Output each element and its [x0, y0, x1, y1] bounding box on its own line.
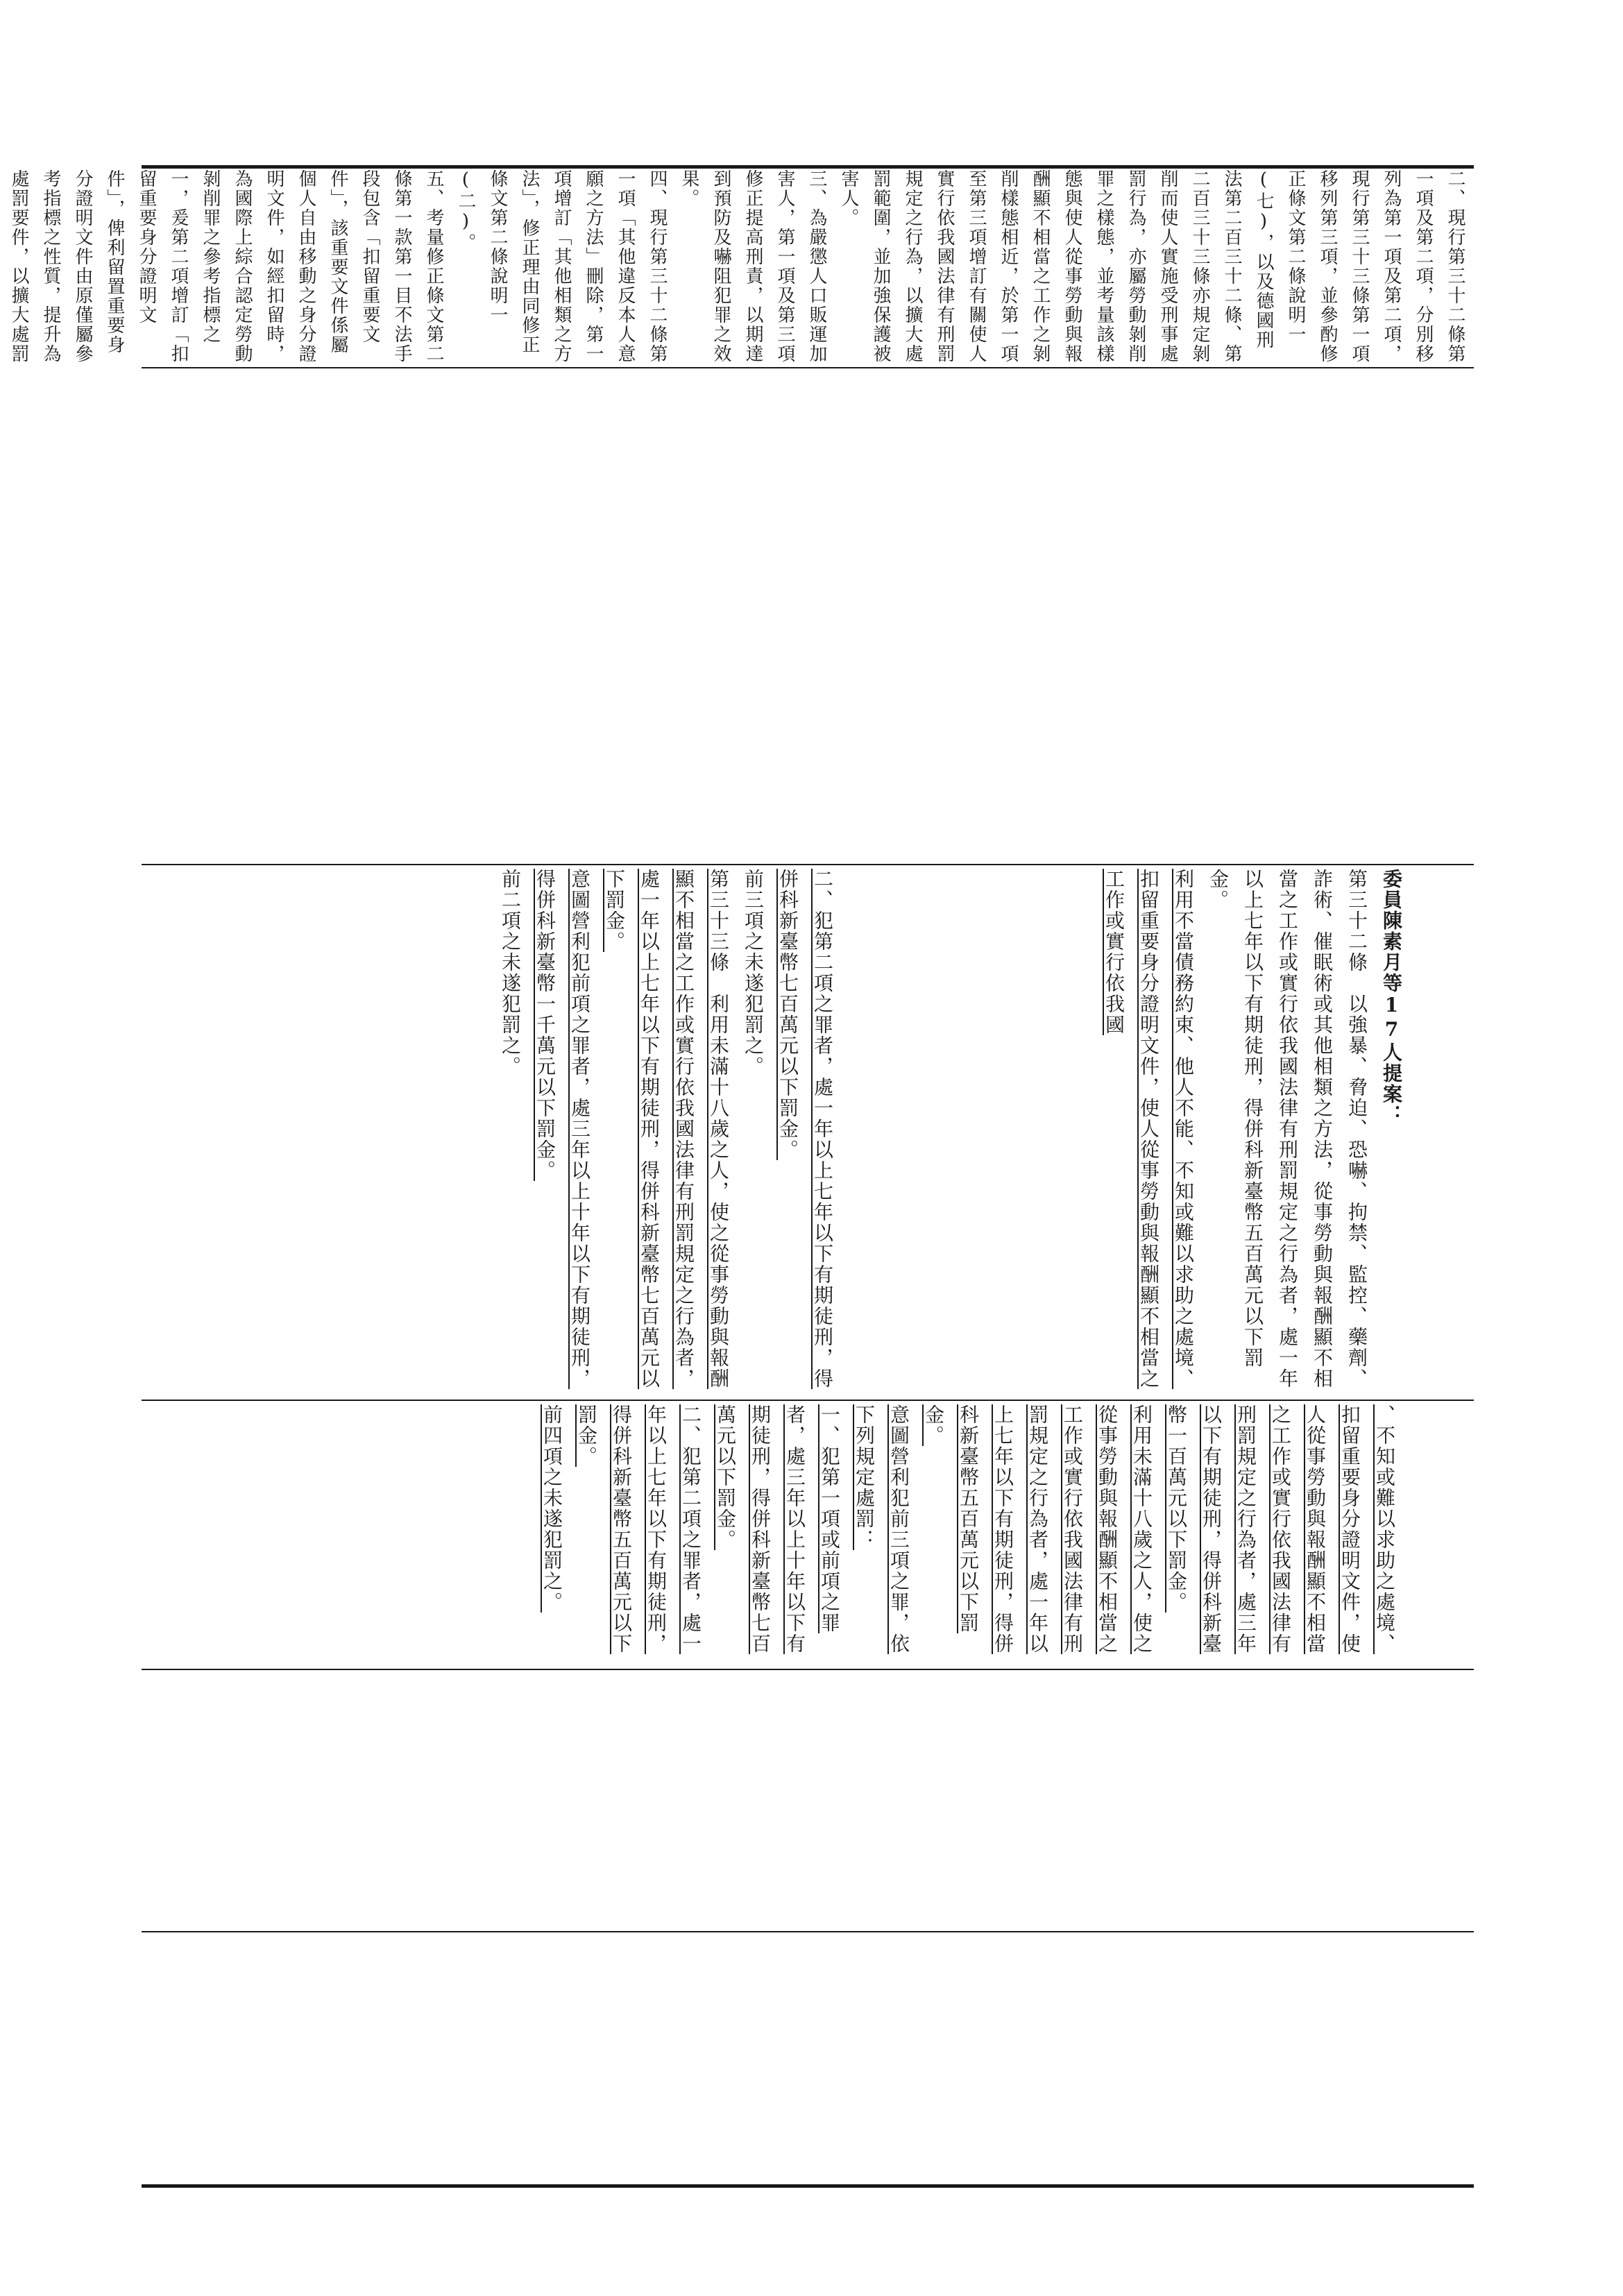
current-article-33-para-2: 意圖營利犯前項之罪者，處三年以上十年以下有期徒刑，得併科新臺幣一千萬元以下罰金。: [534, 869, 591, 1389]
current-text: [368, 869, 840, 1396]
amended-para-4-item-1: 一、犯第一項或前項之罪者，處三年以上十年以下有期徒刑，得併科新臺幣七百萬元以下罰金。: [714, 1404, 841, 1654]
rule-middle-section-bottom: [142, 1400, 1474, 1401]
amended-para-3: 利用未滿十八歲之人，使之從事勞動與報酬顯不相當之工作或實行依我國法律有刑罰規定之行為者，處一年以上七年以下有期徒刑，得併科新臺幣五百萬元以下罰金。: [922, 1404, 1153, 1654]
rule-lower-blank: [142, 1931, 1474, 1932]
note-item-5: 五、考量修正條文第二條第一款第一目不法手段包含「扣留重要文件」，該重要文件係屬個人自由移動之身分證明文件，如經扣留時，為國際上綜合認定勞動剝削罪之參考指標之一，爰第二項增訂「扣留重要身分證明文件」，俾利留置重要身分證明文件由原僅屬參考指標之性質，提升為處罰要件，以擴大處罰: [8, 169, 444, 364]
current-article-33: 第三十三條 利用未滿十八歲之人，使之從事勞動與報酬顯不相當之工作或實行依我國法律有刑罰規定之行為者，處一年以上七年以下有期徒刑，得併科新臺幣七百萬元以下罰金。: [603, 869, 730, 1389]
current-item-2: 二、犯第二項之罪者，處一年以上七年以下有期徒刑，得併科新臺幣七百萬元以下罰金。: [776, 869, 834, 1389]
current-attempt-clause: 前三項之未遂犯罰之。: [742, 869, 765, 1077]
amended-para-2: 、不知或難以求助之處境、扣留重要身分證明文件，使人從事勞動與報酬顯不相當之工作或實行依我國法律有刑罰規定之行為者，處三年以下有期徒刑，得併科新臺幣一百萬元以下罰金。: [1165, 1404, 1396, 1654]
bottom-rule: [142, 2184, 1474, 2188]
proposal-article-32-para-2: 利用不當債務約束、他人不能、不知或難以求助之處境、扣留重要身分證明文件，使人從事勞動與報酬顯不相當之工作或實行依我國: [1103, 869, 1195, 1389]
proposal-heading: 委員陳素月等17人提案：: [1380, 869, 1403, 1125]
rule-bottom-section-bottom: [142, 1669, 1474, 1670]
top-rule: [142, 165, 1474, 169]
amended-text: [541, 1404, 1402, 1665]
explanation-notes: [8, 169, 1471, 364]
amended-para-4: 意圖營利犯前三項之罪，依下列規定處罰：: [853, 1404, 910, 1654]
note-item-3: 三、為嚴懲人口販運加害人，第一項及第三項修正提高刑責，以期達到預防及嚇阻犯罪之效果。: [679, 169, 827, 364]
amended-para-4-item-2: 二、犯第二項之罪者，處一年以上七年以下有期徒刑，得併科新臺幣五百萬元以下罰金。: [575, 1404, 702, 1654]
proposal-article-32: 第三十二條 以強暴、脅迫、恐嚇、拘禁、監控、藥劑、詐術、催眠術或其他相類之方法，從事勞動與報酬顯不相當之工作或實行依我國法律有刑罰規定之行為者，處一年以上七年以下有期徒刑，得併科新臺幣五百萬元以下罰金。: [1207, 869, 1368, 1389]
note-item-4: 四、現行第三十二條第一項「其他違反本人意願之方法」刪除，第一項增訂「其他相類之方法」，修正理由同修正條文第二條說明一(二)。: [455, 169, 668, 364]
proposal-text: [853, 869, 1409, 1396]
rule-top-section-bottom: [142, 367, 1474, 368]
amended-attempt-clause: 前四項之未遂犯罰之。: [541, 1404, 563, 1613]
rule-middle-section-top: [142, 864, 1474, 865]
current-article-33-attempt: 前二項之未遂犯罰之。: [499, 869, 522, 1077]
note-item-2: 二、現行第三十二條第一項及第二項，分別移列為第一項及第二項，現行第三十三條第一項移列第三項，並參酌修正條文第二條說明一(七)，以及德國刑法第二百三十二條、第二百三十三條亦規定剝削而使人實施受刑事處罰行為，亦屬勞動剝削罪之樣態，並考量該樣態與使人從事勞動與報酬顯不相當之工作之剝削樣態相近，於第一項至第三項增訂有關使人實行依我國法律有刑罰規定之行為，以擴大處罰範圍，並加強保護被害人。: [838, 169, 1465, 364]
